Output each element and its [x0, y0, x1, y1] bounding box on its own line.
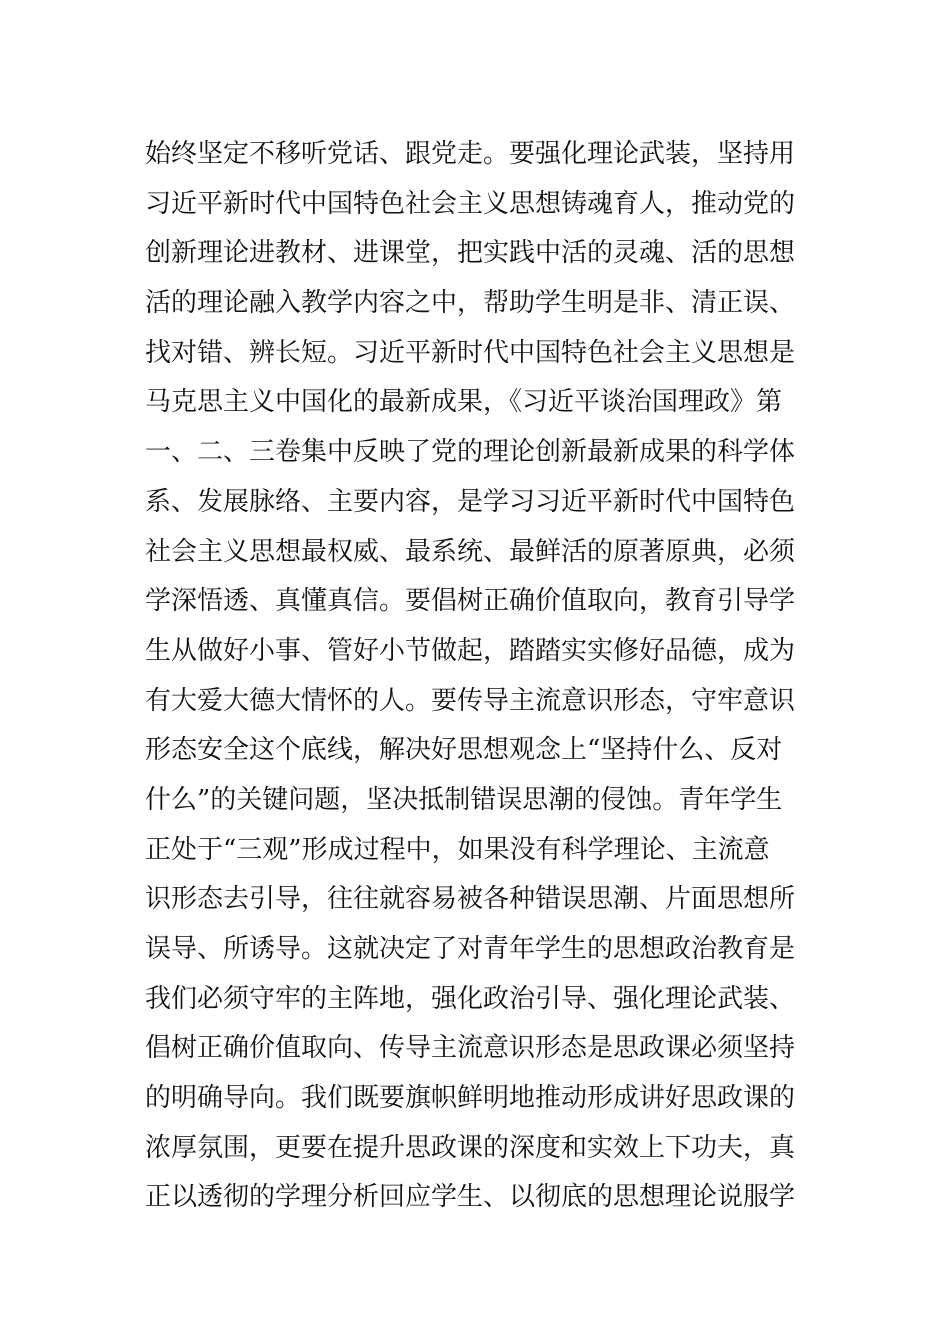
text-line: 正以透彻的学理分析回应学生、以彻底的思想理论说服学 [145, 1182, 796, 1213]
text-line: 的明确导向。我们既要旗帜鲜明地推动形成讲好思政课的 [145, 1083, 796, 1114]
text-line: 生从做好小事、管好小节做起，踏踏实实修好品德，成为 [145, 635, 796, 666]
body-paragraph [145, 130, 815, 1223]
text-line: 活的理论融入教学内容之中，帮助学生明是非、清正误、 [145, 288, 796, 319]
text-line: 社会主义思想最权威、最系统、最鲜活的原著原典，必须 [145, 536, 796, 567]
text-line: 倡树正确价值取向、传导主流意识形态是思政课必须坚持 [145, 1033, 796, 1064]
text-line: 什么”的关键问题，坚决抵制错误思潮的侵蚀。青年学生 [145, 784, 783, 815]
text-line: 马克思主义中国化的最新成果，《习近平谈治国理政》第 [145, 387, 783, 418]
text-line: 一、二、三卷集中反映了党的理论创新最新成果的科学体 [145, 437, 796, 468]
text-line: 始终坚定不移听党话、跟党走。要强化理论武装，坚持用 [145, 139, 796, 169]
text-line: 误导、所诱导。这就决定了对青年学生的思想政治教育是 [145, 934, 796, 964]
text-line: 学深悟透、真懂真信。要倡树正确价值取向，教育引导学 [145, 586, 796, 617]
text-line: 系、发展脉络、主要内容，是学习习近平新时代中国特色 [145, 486, 796, 517]
text-line: 形态安全这个底线，解决好思想观念上“坚持什么、反对 [145, 735, 783, 766]
text-line: 正处于“三观”形成过程中，如果没有科学理论、主流意 [145, 834, 770, 865]
text-line: 找对错、辨长短。习近平新时代中国特色社会主义思想是 [145, 337, 796, 368]
text-line: 识形态去引导，往往就容易被各种错误思潮、片面思想所 [145, 884, 796, 915]
text-line: 有大爱大德大情怀的人。要传导主流意识形态，守牢意识 [145, 685, 796, 716]
text-line: 我们必须守牢的主阵地，强化政治引导、强化理论武装、 [145, 983, 796, 1014]
text-line: 习近平新时代中国特色社会主义思想铸魂育人，推动党的 [145, 188, 796, 219]
text-line: 浓厚氛围，更要在提升思政课的深度和实效上下功夫，真 [145, 1132, 796, 1163]
text-line: 创新理论进教材、进课堂，把实践中活的灵魂、活的思想 [145, 238, 796, 269]
